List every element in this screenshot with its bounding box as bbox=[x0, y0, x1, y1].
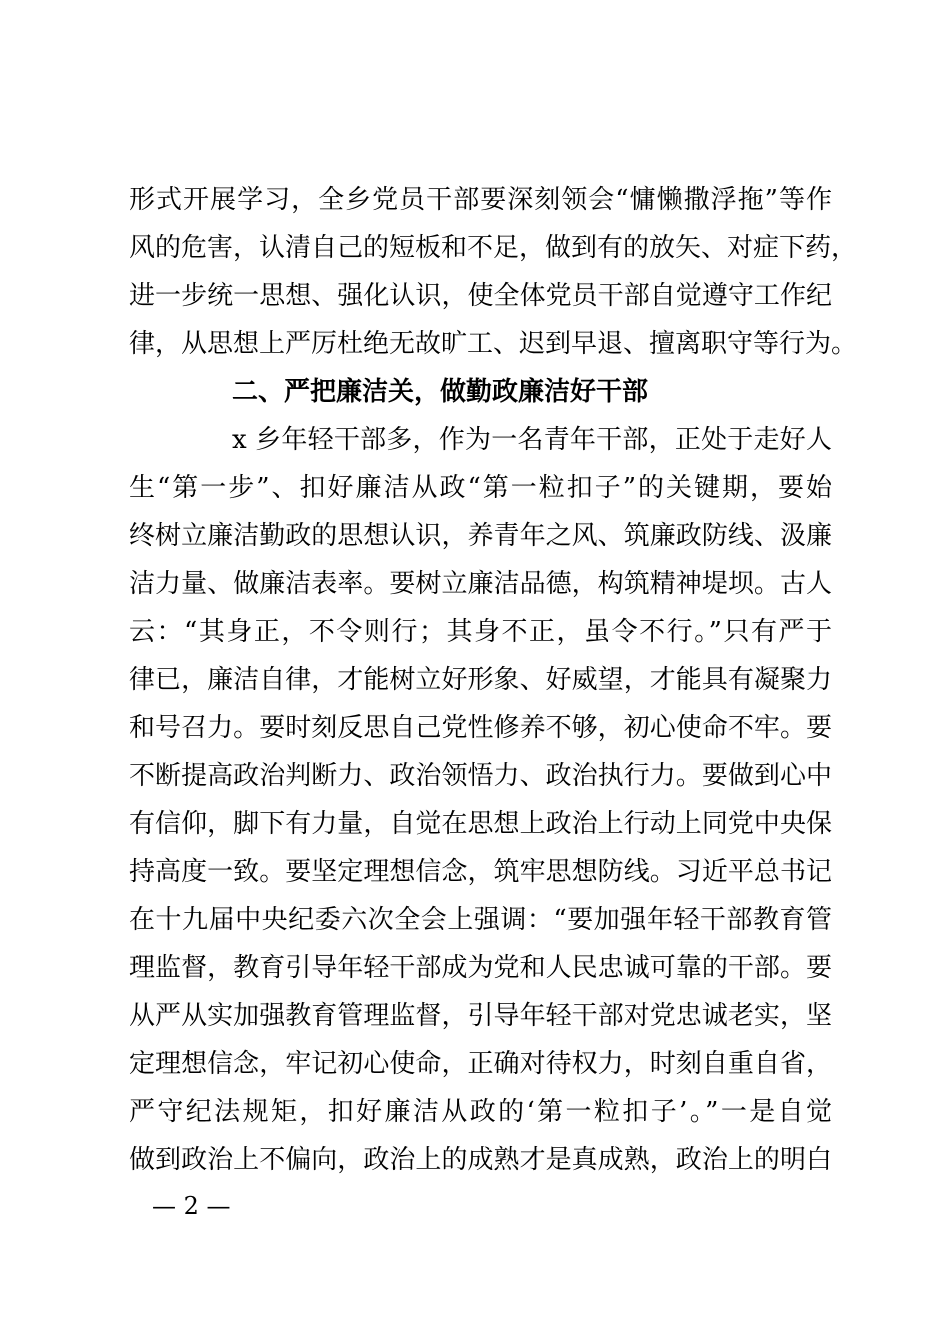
paragraph-2-line-3: 终树立廉洁勤政的思想认识，养青年之风、筑廉政防线、汲廉 bbox=[129, 521, 832, 551]
paragraph-2-line-5: 云：“其身正，不令则行；其身不正，虽令不行。”只有严于 bbox=[129, 617, 832, 647]
paragraph-2-line-7: 和号召力。要时刻反思自己党性修养不够，初心使命不牢。要 bbox=[129, 713, 832, 743]
paragraph-2-line-9: 有信仰，脚下有力量，自觉在思想上政治上行动上同党中央保 bbox=[129, 809, 832, 839]
paragraph-2-line-14: 定理想信念，牢记初心使命，正确对待权力，时刻自重自省， bbox=[129, 1049, 832, 1079]
paragraph-1-line-4: 律，从思想上严厉杜绝无故旷工、迟到早退、擅离职守等行为。 bbox=[129, 329, 858, 359]
paragraph-2-line-6: 律已，廉洁自律，才能树立好形象、好威望，才能具有凝聚力 bbox=[129, 665, 832, 695]
paragraph-1-line-3: 进一步统一思想、强化认识，使全体党员干部自觉遵守工作纪 bbox=[129, 281, 832, 311]
paragraph-2-line-8: 不断提高政治判断力、政治领悟力、政治执行力。要做到心中 bbox=[129, 761, 832, 791]
paragraph-2-line-10: 持高度一致。要坚定理想信念，筑牢思想防线。习近平总书记 bbox=[129, 857, 832, 887]
paragraph-2-line-1: x 乡年轻干部多，作为一名青年干部，正处于走好人 bbox=[232, 425, 832, 455]
paragraph-2-line-11: 在十九届中央纪委六次全会上强调：“要加强年轻干部教育管 bbox=[129, 905, 832, 935]
paragraph-2-line-12: 理监督，教育引导年轻干部成为党和人民忠诚可靠的干部。要 bbox=[129, 953, 832, 983]
paragraph-2-line-4: 洁力量、做廉洁表率。要树立廉洁品德，构筑精神堤坝。古人 bbox=[129, 569, 832, 599]
paragraph-1-line-2: 风的危害，认清自己的短板和不足，做到有的放矢、对症下药， bbox=[129, 233, 858, 263]
paragraph-2-line-15: 严守纪法规矩，扣好廉洁从政的‘第一粒扣子’。”一是自觉 bbox=[129, 1097, 832, 1127]
paragraph-2-line-2: 生“第一步”、扣好廉洁从政“第一粒扣子”的关键期，要始 bbox=[129, 473, 832, 503]
paragraph-2-line-13: 从严从实加强教育管理监督，引导年轻干部对党忠诚老实，坚 bbox=[129, 1001, 832, 1031]
paragraph-1-line-1: 形式开展学习，全乡党员干部要深刻领会“慵懒撒浮拖”等作 bbox=[129, 185, 832, 215]
paragraph-2-line-16: 做到政治上不偏向，政治上的成熟才是真成熟，政治上的明白 bbox=[129, 1145, 832, 1175]
section-heading: 二、严把廉洁关，做勤政廉洁好干部 bbox=[232, 377, 649, 407]
page-number: — 2 — bbox=[152, 1192, 231, 1220]
